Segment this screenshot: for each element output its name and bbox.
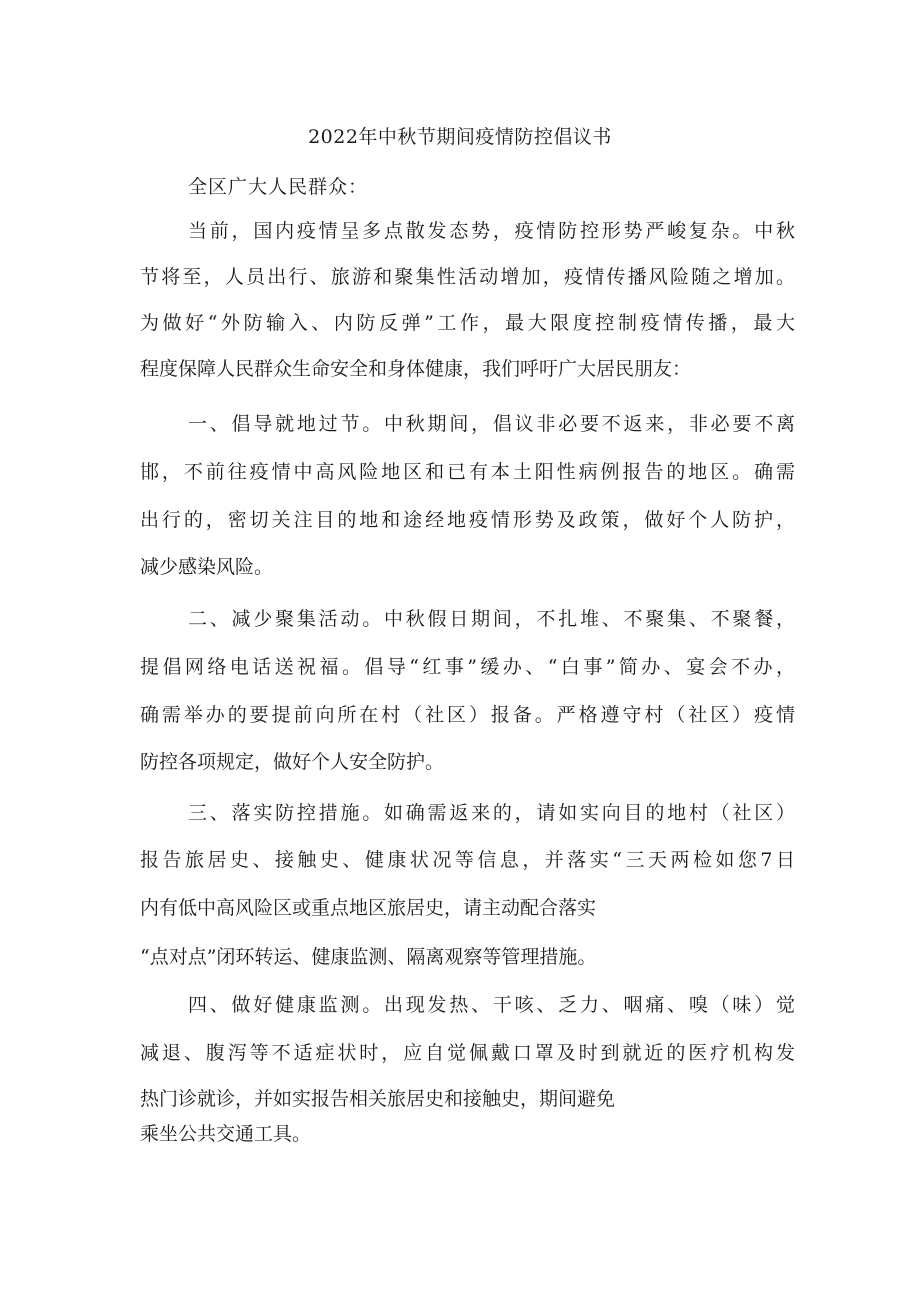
paragraph-4-line-1: 三、落实防控措施。如确需返来的，请如实向目的地村（社区） [188,802,795,824]
paragraph-1-line-4: 程度保障人民群众生命安全和身体健康，我们呼吁广大居民朋友： [140,358,692,380]
paragraph-2-line-3: 出行的，密切关注目的地和途经地疫情形势及政策，做好个人防护， [140,509,795,531]
paragraph-5-line-2: 减退、腹泻等不适症状时，应自觉佩戴口罩及时到就近的医疗机构发 [140,1042,795,1064]
paragraph-1-line-2: 节将至，人员出行、旅游和聚集性活动增加，疫情传播风险随之增加。 [140,266,795,288]
paragraph-3-line-1: 二、减少聚集活动。中秋假日期间，不扎堆、不聚集、不聚餐， [188,608,795,630]
paragraph-3-line-3: 确需举办的要提前向所在村（社区）报备。严格遵守村（社区）疫情 [140,704,795,726]
paragraph-4-line-3: 内有低中高风险区或重点地区旅居史，请主动配合落实 [140,897,597,919]
paragraph-5-line-3: 热门诊就诊，并如实报告相关旅居史和接触史，期间避免 [140,1088,616,1110]
paragraph-3-line-4: 防控各项规定，做好个人安全防护。 [140,751,445,773]
paragraph-2-line-1: 一、倡导就地过节。中秋期间，倡议非必要不返来，非必要不离 [188,413,795,435]
paragraph-4-line-4: “点对点”闭环转运、健康监测、隔离观察等管理措施。 [140,946,597,968]
paragraph-2-line-2: 邯，不前往疫情中高风险地区和已有本土阳性病例报告的地区。确需 [140,461,795,483]
paragraph-2-line-4: 减少感染风险。 [140,556,274,578]
paragraph-3-line-2: 提倡网络电话送祝福。倡导“红事”缓办、“白事”简办、宴会不办， [140,656,795,678]
paragraph-5-line-1: 四、做好健康监测。出现发热、干咳、乏力、咽痛、嗅（味）觉 [188,994,795,1016]
document-title: 2022年中秋节期间疫情防控倡议书 [308,126,612,148]
salutation: 全区广大人民群众： [188,176,369,198]
paragraph-4-line-2: 报告旅居史、接触史、健康状况等信息，并落实“三天两检如您7日 [140,849,795,871]
paragraph-5-line-4: 乘坐公共交通工具。 [140,1123,312,1145]
paragraph-1-line-3: 为做好“外防输入、内防反弹”工作，最大限度控制疫情传播，最大 [140,312,795,334]
paragraph-1-line-1: 当前，国内疫情呈多点散发态势，疫情防控形势严峻复杂。中秋 [188,220,795,242]
